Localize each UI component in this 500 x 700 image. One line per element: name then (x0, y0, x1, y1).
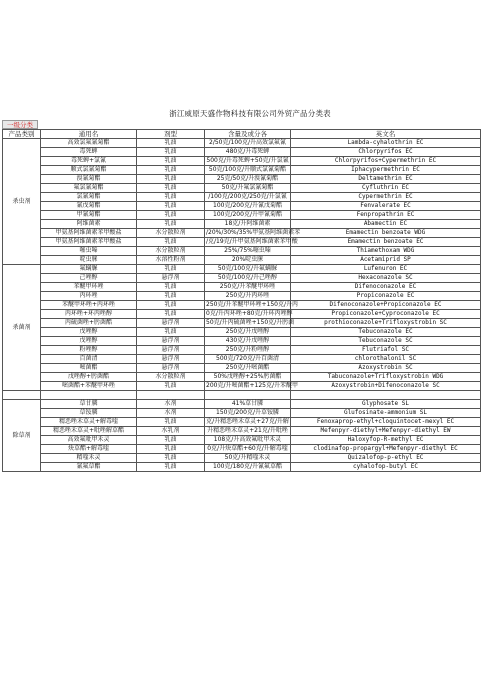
formulation-cell: 乳油 (137, 220, 205, 229)
content-cell: 250克/升苯醚甲环唑 (205, 283, 291, 292)
formulation-cell: 乳油 (137, 265, 205, 274)
category-cell: 杀虫剂 (3, 139, 41, 265)
table-row (3, 337, 481, 346)
content-cell: 150克/200克/升草铵膦 (205, 409, 291, 418)
common-name-cell: 炔草酯+解毒喹 (41, 445, 137, 454)
content-cell: 18克/升阿维菌素 (205, 220, 291, 229)
formulation-cell: 悬浮剂 (137, 346, 205, 355)
common-name-cell: 精恶唑禾草灵+解毒喹 (41, 418, 137, 427)
formulation-cell: 乳油 (137, 283, 205, 292)
formulation-cell: 乳油 (137, 418, 205, 427)
table-row (3, 175, 481, 184)
table-row (3, 445, 481, 454)
english-name-cell: Difenoconazole EC (291, 283, 481, 292)
formulation-cell: 水剂 (137, 400, 205, 409)
category-cell: 杀菌剂 (3, 265, 41, 391)
english-name-cell: Azoxystrobin+Difenoconazole SC (291, 382, 481, 391)
content-cell: 480克/升毒死蜱 (205, 148, 291, 157)
content-cell: 25克/50克/升溴氰菊酯 (205, 175, 291, 184)
formulation-cell: 乳油 (137, 310, 205, 319)
table-row (3, 139, 481, 148)
header-row (3, 130, 481, 139)
content-cell: 500克/升毒死蜱+50克/升氯氰 (206, 157, 289, 164)
table-row (3, 382, 481, 391)
header-english-name: 英文名 (291, 130, 481, 139)
content-cell: 50克/100克/升氟螨脲 (205, 265, 291, 274)
english-name-cell: Propiconazole EC (291, 292, 481, 301)
table-row (3, 247, 481, 256)
english-name-cell: Chlorpyrifos EC (291, 148, 481, 157)
header-content: 含量及或分各 (205, 130, 291, 139)
english-name-cell: Fenoxaprop-ethyl+cloquintocet-mexyl EC (291, 418, 481, 427)
english-name-cell: Glyphosate SL (291, 400, 481, 409)
english-name-cell: Emamectin benzoate EC (291, 238, 481, 247)
english-name-cell: prothioconazole+Trifloxystrobin SC (291, 319, 481, 328)
content-cell: 250克/升戊唑醇 (205, 328, 291, 337)
category-cell: 除草剂 (3, 400, 41, 472)
content-cell: 50克/升氟氯氰菊酯 (205, 184, 291, 193)
english-name-cell: Chlorpyrifos+Cypermethrin EC (291, 157, 481, 166)
common-name-cell: 草甘膦 (41, 400, 137, 409)
formulation-cell: 乳油 (137, 301, 205, 310)
content-cell: 100克/200克/升甲氰菊酯 (205, 211, 291, 220)
common-name-cell: 精恶唑禾草灵+吡唑解草酯 (41, 427, 137, 436)
formulation-cell: 悬浮剂 (137, 364, 205, 373)
table-row (3, 400, 481, 409)
table-row (3, 355, 481, 364)
empty-cell (291, 391, 481, 400)
level-category-tag[interactable]: 一级分类 (2, 120, 38, 129)
english-name-cell: Cypermethrin EC (291, 193, 481, 202)
common-name-cell: 顺式氯氰菊酯 (41, 166, 137, 175)
table-row (3, 211, 481, 220)
empty-cell (137, 391, 205, 400)
formulation-cell: 乳油 (137, 202, 205, 211)
formulation-cell: 乳油 (137, 436, 205, 445)
english-name-cell: Azoxystrobin SC (291, 364, 481, 373)
product-table (2, 129, 481, 472)
table-row (3, 265, 481, 274)
english-name-cell: Iphacypermethrin EC (291, 166, 481, 175)
content-cell: 100克/180克/升氰氟草酯 (205, 463, 291, 472)
english-name-cell: Propiconazole+Cyproconazole EC (291, 310, 481, 319)
content-cell: 41%草甘膦 (205, 400, 291, 409)
table-row (3, 292, 481, 301)
common-name-cell: 氰氟草酯 (41, 463, 137, 472)
content-cell: 50克/升丙硫菌唑+150克/升肟菌 (206, 319, 295, 326)
formulation-cell: 水分散粒剂 (137, 373, 205, 382)
page-title: 浙江威原天盛作物科技有限公司外贸产品分类表 (169, 109, 331, 118)
common-name-cell: 丙环唑+环丙唑醇 (41, 310, 137, 319)
common-name-cell: 毒死蜱+氯氰 (41, 157, 137, 166)
common-name-cell: 戊唑醇 (41, 328, 137, 337)
english-name-cell: Tebuconazole EC (291, 328, 481, 337)
table-row (3, 346, 481, 355)
table-row (3, 454, 481, 463)
english-name-cell: Quizalofop-p-ethyl EC (291, 454, 481, 463)
table-row (3, 148, 481, 157)
formulation-cell: 乳油 (137, 139, 205, 148)
common-name-cell: 戊唑醇 (41, 337, 137, 346)
common-name-cell: 苯醚甲环唑+丙环唑 (41, 301, 137, 310)
table-row (3, 184, 481, 193)
content-cell: /20%/30%/35%甲氨基阿维菌素苯 (206, 229, 301, 236)
formulation-cell: 乳油 (137, 292, 205, 301)
formulation-cell: 悬浮剂 (137, 319, 205, 328)
table-row (3, 301, 481, 310)
common-name-cell: 甲氨基阿维菌素苯甲酸盐 (41, 238, 137, 247)
content-cell: 200克/升嘧菌酯+125克/升苯醚甲 (206, 382, 298, 389)
content-cell: 50克/100克/升顺式氯氰菊酯 (205, 166, 291, 175)
formulation-cell: 乳油 (137, 211, 205, 220)
common-name-cell: 阿维菌素 (41, 220, 137, 229)
content-cell: 20%啶虫脒 (205, 256, 291, 265)
content-cell: 108克/升高效氟吡甲禾灵 (205, 436, 291, 445)
empty-cell (205, 391, 291, 400)
table-row (3, 328, 481, 337)
common-name-cell: 精喹禾灵 (41, 454, 137, 463)
header-category: 产品类别 (3, 130, 41, 139)
formulation-cell: 乳油 (137, 382, 205, 391)
content-cell: 50克/100克/升己唑醇 (205, 274, 291, 283)
table-row (3, 202, 481, 211)
english-name-cell: Difenoconazole+Propiconazole EC (291, 301, 481, 310)
english-name-cell: Lufenuron EC (291, 265, 481, 274)
common-name-cell: 高效氯氟氰菊酯 (41, 139, 137, 148)
content-cell: 0克/升炔草酯+60克/升解毒喹 (205, 445, 291, 454)
formulation-cell: 水乳剂 (137, 427, 205, 436)
formulation-cell: 乳油 (137, 157, 205, 166)
english-name-cell: Haloxyfop-R-methyl EC (291, 436, 481, 445)
formulation-cell: 悬浮剂 (137, 355, 205, 364)
common-name-cell: 嘧菌酯+苯醚甲环唑 (41, 382, 137, 391)
formulation-cell: 水剂 (137, 409, 205, 418)
common-name-cell: 百菌清 (41, 355, 137, 364)
table-row (3, 256, 481, 265)
common-name-cell: 毒死蜱 (41, 148, 137, 157)
empty-cell (41, 391, 137, 400)
table-row (3, 409, 481, 418)
content-cell: 50%戊唑醇+25%肟菌酯 (205, 373, 291, 382)
english-name-cell: Cyfluthrin EC (291, 184, 481, 193)
table-row (3, 274, 481, 283)
formulation-cell: 乳油 (137, 238, 205, 247)
table-row (3, 310, 481, 319)
common-name-cell: 甲氰菊酯 (41, 211, 137, 220)
formulation-cell: 乳油 (137, 148, 205, 157)
english-name-cell: Abamectin EC (291, 220, 481, 229)
content-cell: 50克/升精喹禾灵 (205, 454, 291, 463)
table-row (3, 229, 481, 238)
table-row (3, 463, 481, 472)
table-body (3, 139, 481, 472)
table-row (3, 283, 481, 292)
english-name-cell: chlorothalonil SC (291, 355, 481, 364)
english-name-cell: cyhalofop-butyl EC (291, 463, 481, 472)
formulation-cell: 乳油 (137, 166, 205, 175)
english-name-cell: Tabuconazole+Trifloxystrobin WDG (291, 373, 481, 382)
formulation-cell: 悬浮剂 (137, 274, 205, 283)
formulation-cell: 乳油 (137, 463, 205, 472)
content-cell: 升精恶唑禾草灵+21克/升吡唑 (205, 427, 291, 436)
formulation-cell: 乳油 (137, 328, 205, 337)
formulation-cell: 乳油 (137, 454, 205, 463)
common-name-cell: 氰戊菊酯 (41, 202, 137, 211)
content-cell: /100克/200克/250克/升氯氰 (205, 193, 291, 202)
english-name-cell: Deltamethrin EC (291, 175, 481, 184)
common-name-cell: 戊唑醇+肟菌酯 (41, 373, 137, 382)
common-name-cell: 己唑醇 (41, 274, 137, 283)
common-name-cell: 噻虫嗪 (41, 247, 137, 256)
table-row (3, 427, 481, 436)
english-name-cell: Emamectin benzoate WDG (291, 229, 481, 238)
common-name-cell: 甲氨基阿维菌素苯甲酸盐 (41, 229, 137, 238)
table-row (3, 364, 481, 373)
table-row (3, 418, 481, 427)
formulation-cell: 乳油 (137, 445, 205, 454)
common-name-cell: 氟螨脲 (41, 265, 137, 274)
table-row (3, 238, 481, 247)
content-cell: 0克/升丙环唑+80克/升环丙唑醇 (206, 310, 293, 317)
common-name-cell: 草铵膦 (41, 409, 137, 418)
table-row (3, 436, 481, 445)
content-cell: 100克/200克/升氰戊菊酯 (205, 202, 291, 211)
header-common-name: 通用名 (41, 130, 137, 139)
english-name-cell: clodinafop-propargyl+Mefenpyr-diethyl EC (291, 445, 481, 454)
content-cell: 25%/75%噻虫嗪 (205, 247, 291, 256)
common-name-cell: 啶虫脒 (41, 256, 137, 265)
common-name-cell: 氟氯氰菊酯 (41, 184, 137, 193)
content-cell: 430克/升戊唑醇 (205, 337, 291, 346)
common-name-cell: 溴氰菊酯 (41, 175, 137, 184)
formulation-cell: 水分散粒剂 (137, 247, 205, 256)
content-cell: 250克/升苯醚甲环唑+150克/升丙 (206, 301, 298, 308)
formulation-cell: 乳油 (137, 184, 205, 193)
english-name-cell: Fenpropathrin EC (291, 211, 481, 220)
formulation-cell: 乳油 (137, 193, 205, 202)
english-name-cell: Hexaconazole SC (291, 274, 481, 283)
common-name-cell: 丙环唑 (41, 292, 137, 301)
formulation-cell: 水溶性粉剂 (137, 256, 205, 265)
common-name-cell: 苯醚甲环唑 (41, 283, 137, 292)
empty-cell (3, 391, 41, 400)
spacer-row (3, 391, 481, 400)
english-name-cell: Lambda-cyhalothrin EC (291, 139, 481, 148)
content-cell: 250克/升粉唑醇 (205, 346, 291, 355)
table-row (3, 373, 481, 382)
content-cell: 500克/720克/升百菌清 (205, 355, 291, 364)
formulation-cell: 悬浮剂 (137, 337, 205, 346)
common-name-cell: 嘧菌酯 (41, 364, 137, 373)
table-row (3, 193, 481, 202)
content-cell: 250克/升嘧菌酯 (205, 364, 291, 373)
english-name-cell: Mefenpyr-diethyl+Mefenpyr-diethyl EW (291, 427, 481, 436)
table-row (3, 220, 481, 229)
common-name-cell: 粉唑醇 (41, 346, 137, 355)
table-row (3, 319, 481, 328)
english-name-cell: Tebuconazole SC (291, 337, 481, 346)
content-cell: /克/19克/升甲氨基阿维菌素苯甲酸 (206, 238, 298, 245)
header-formulation: 剂型 (137, 130, 205, 139)
content-cell: 2/50克/100克/升高效氯氟氰 (205, 139, 291, 148)
common-name-cell: 丙硫菌唑+肟菌酯 (41, 319, 137, 328)
table-row (3, 157, 481, 166)
english-name-cell: Flutriafol SC (291, 346, 481, 355)
content-cell: 250克/升丙环唑 (205, 292, 291, 301)
common-name-cell: 氯氰菊酯 (41, 193, 137, 202)
content-cell: 克/升精恶唑禾草灵+27克/升解 (206, 418, 289, 425)
english-name-cell: Acetamiprid SP (291, 256, 481, 265)
formulation-cell: 水分散粒剂 (137, 229, 205, 238)
formulation-cell: 乳油 (137, 175, 205, 184)
english-name-cell: Fenvalerate EC (291, 202, 481, 211)
table-row (3, 166, 481, 175)
english-name-cell: Glufosinate-ammonium SL (291, 409, 481, 418)
common-name-cell: 高效氟吡甲禾灵 (41, 436, 137, 445)
english-name-cell: Thiamethoxam WDG (291, 247, 481, 256)
